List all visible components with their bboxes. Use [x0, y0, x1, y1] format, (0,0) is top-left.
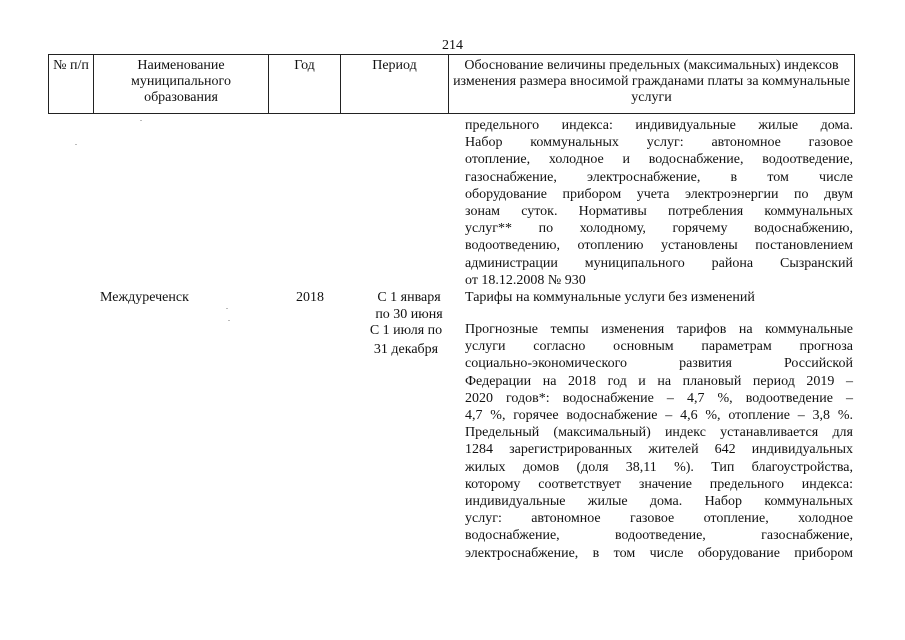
scan-speck [75, 144, 77, 145]
basis-tariffs-unchanged: Тарифы на коммунальные услуги без изменений [465, 290, 755, 305]
text-line: услуг: автономное газовое отопление, холодное [465, 511, 853, 527]
text-line: зонам суток. Нормативы потребления коммунальных [465, 204, 853, 220]
period-line: С 1 января [377, 290, 441, 305]
header-year-column: Год [268, 55, 340, 113]
text-line: социально-экономического развития Российской [465, 356, 853, 372]
text-line: администрации муниципального района Сызранский [465, 255, 853, 271]
text-line: жилых домов (доля 38,11 %). Тип благоустройства, [465, 459, 853, 475]
municipality-name: Междуреченск [100, 290, 189, 305]
text-line: которому соответствует значение предельного индекса: [465, 476, 853, 492]
text-line: Предельный (максимальный) индекс устанавливается для [465, 425, 853, 441]
scan-speck [228, 320, 230, 321]
text-line: электроснабжение, в том числе оборудование прибором [465, 545, 853, 561]
scan-speck [140, 120, 142, 121]
period-first-half [367, 289, 451, 323]
text-line: Федерации на 2018 год и на плановый период 2019 – [465, 373, 853, 389]
text-line: Прогнозные темпы изменения тарифов на коммунальные [465, 322, 853, 337]
continued-basis-text [465, 117, 853, 289]
text-line: предельного индекса: индивидуальные жилые дома. [465, 118, 853, 133]
text-line: отопление, холодное и водоснабжение, водоотведение, [465, 152, 853, 168]
text-line: услуги согласно основным параметрам прогноза [465, 339, 853, 355]
header-period-column: Период [340, 55, 448, 113]
text-line: газоснабжение, электроснабжение, в том числе [465, 169, 853, 185]
header-number-column: № п/п [53, 58, 89, 73]
text-line: индивидуальные жилые дома. Набор коммунальных [465, 494, 853, 510]
period-line: по 30 июня [375, 307, 443, 322]
header-municipality-column: Наименование муниципального образования [93, 55, 268, 113]
period-second-half [360, 321, 452, 359]
header-basis-column: Обоснование величины предельных (максимальных) индексов изменения размера вносимой гражданами платы за коммунальные услуги [448, 55, 854, 113]
period-line: С 1 июля по [369, 323, 443, 338]
basis-forecast-text [465, 321, 853, 562]
text-line: услуг** по холодному, горячему водоснабжению, [465, 221, 853, 237]
text-line: 1284 зарегистрированных жителей 642 индивидуальных [465, 442, 853, 458]
text-line: оборудование прибором учета электроэнергии по двум [465, 186, 853, 202]
page-number: 214 [442, 38, 463, 53]
year-value: 2018 [296, 290, 324, 305]
text-line: водоотведению, отоплению установлены постановлением [465, 238, 853, 254]
text-line: 4,7 %, горячее водоснабжение – 4,6 %, отопление – 3,8 %. [465, 408, 853, 424]
text-line: водоснабжение, водоотведение, газоснабжение, [465, 528, 853, 544]
table-header [48, 54, 855, 114]
period-line: 31 декабря [373, 342, 439, 357]
text-line: Набор коммунальных услуг: автономное газовое [465, 135, 853, 151]
scan-speck [226, 308, 228, 309]
text-line: 2020 годов*: водоснабжение – 4,7 %, водоотведение – [465, 390, 853, 406]
text-line: от 18.12.2008 № 930 [465, 272, 586, 288]
